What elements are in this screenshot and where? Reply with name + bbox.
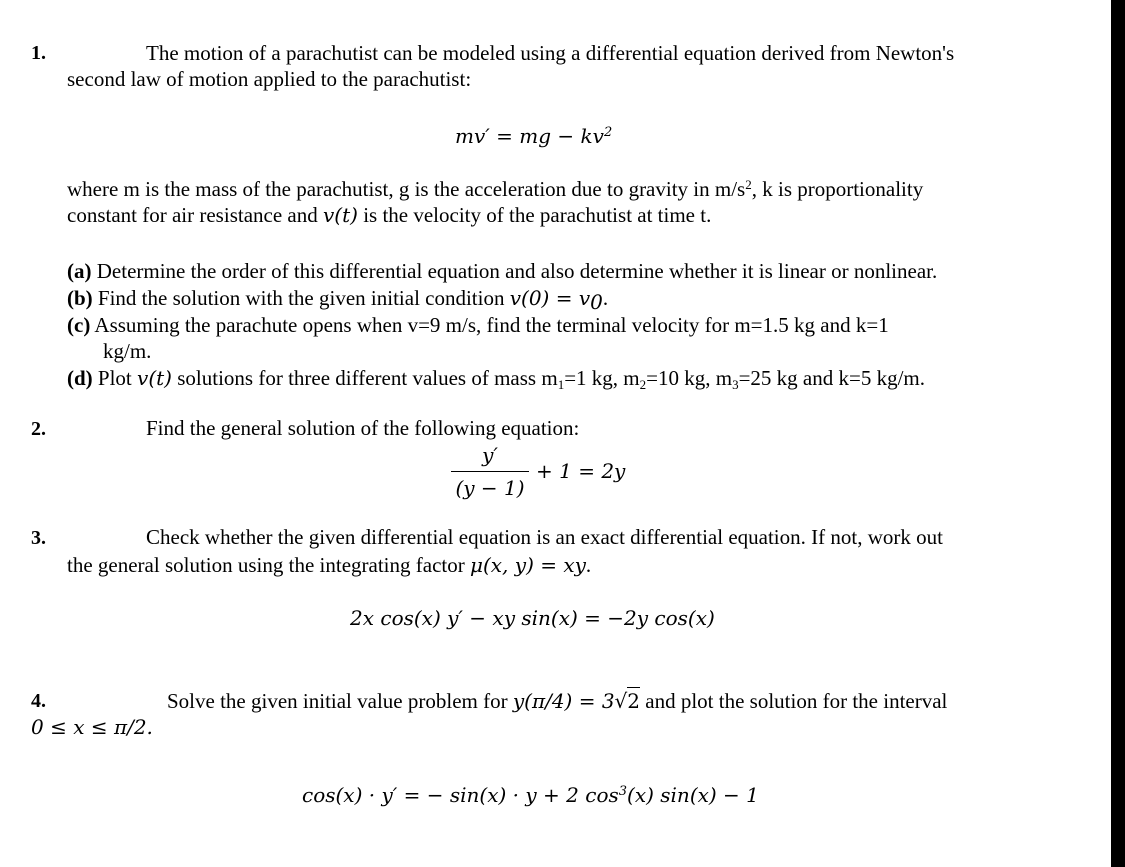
part-b-label: (b): [67, 286, 93, 310]
part-b-tail: .: [602, 286, 609, 310]
part-c-label: (c): [67, 313, 91, 337]
part-d-sub2: 2: [639, 377, 647, 392]
where-line2-text-b: is the velocity of the parachutist at time t.: [357, 203, 712, 227]
fraction-bar: [451, 471, 529, 472]
part-a: [67, 258, 937, 284]
problem-1-number: 1.: [31, 42, 46, 64]
problem-4-intro-a: Solve the given initial value problem for: [167, 689, 513, 713]
problem-2-intro: Find the general solution of the following equation:: [146, 416, 580, 440]
part-b: [67, 285, 609, 314]
problem-1-where-line2: [67, 202, 711, 228]
part-d-text-a: Plot: [97, 366, 138, 390]
part-d-label: (d): [67, 366, 93, 390]
problem-4-interval: 0 ≤ x ≤ π/2.: [31, 715, 153, 739]
part-d-sub3: 3: [732, 377, 739, 392]
problem-3-intro-line1: Check whether the given differential equation is an exact differential equation. If not, work out: [146, 525, 943, 549]
problem-3-intro-math: μ(x, y) = xy: [469, 553, 586, 577]
where-line2-text-a: constant for air resistance and: [67, 203, 323, 227]
problem-2-numerator: y′: [482, 443, 498, 467]
part-c-text: Assuming the parachute opens when v=9 m/s, find the terminal velocity for m=1.5 kg and k=1: [94, 313, 889, 337]
problem-3-intro-line2-a: the general solution using the integrating factor: [67, 553, 470, 577]
part-d-text-c: =1 kg, m: [564, 366, 640, 390]
where-line1-sup: 2: [745, 177, 752, 192]
part-d-text-b: solutions for three different values of mass m: [171, 366, 558, 390]
problem-1-equation-body: mv′ = mg − kv: [455, 124, 604, 148]
problem-4-number: 4.: [31, 690, 46, 712]
problem-1-intro-line2: second law of motion applied to the parachutist:: [67, 67, 472, 91]
where-line2-math: v(t): [322, 203, 358, 227]
part-b-math-sub: 0: [590, 290, 603, 314]
problem-3-number: 3.: [31, 527, 46, 549]
part-c: [67, 312, 889, 338]
problem-4-equation: [302, 783, 759, 807]
problem-4-intro-math: y(π/4) = 3√: [512, 689, 628, 713]
problem-4-equation-body: cos(x) · y′ = − sin(x) · y + 2 cos: [302, 783, 619, 807]
where-line1-text-b: , k is proportionality: [751, 177, 924, 201]
problem-1-equation: [455, 124, 612, 148]
part-c-line2: kg/m.: [103, 339, 152, 363]
problem-4-equation-tail: (x) sin(x) − 1: [627, 783, 759, 807]
part-b-text: Find the solution with the given initial condition: [97, 286, 510, 310]
part-d-text-d: =10 kg, m: [646, 366, 733, 390]
problem-2-denominator: (y − 1): [455, 476, 525, 500]
problem-3-intro-line2: [67, 552, 591, 578]
problem-2-rhs: + 1 = 2y: [536, 459, 626, 483]
part-d-math: v(t): [137, 366, 172, 390]
problem-4-intro: [167, 688, 947, 714]
problem-2-number: 2.: [31, 418, 46, 440]
problem-3-equation: 2x cos(x) y′ − xy sin(x) = −2y cos(x): [350, 606, 715, 630]
where-line1-text-a: where m is the mass of the parachutist, g is the acceleration due to gravity in m/s: [67, 177, 746, 201]
part-b-math: v(0) = v: [509, 286, 591, 310]
problem-3-intro-line2-b: .: [585, 553, 592, 577]
part-a-label: (a): [67, 259, 92, 283]
problem-1-where-line1: [67, 176, 923, 202]
part-d-text-e: =25 kg and k=5 kg/m.: [738, 366, 925, 390]
problem-1-equation-exponent: 2: [603, 125, 613, 140]
problem-1-intro-line1: The motion of a parachutist can be modeled using a differential equation derived from Newton's: [146, 41, 955, 65]
part-a-text: Determine the order of this differential equation and also determine whether it is linear or nonlinear.: [96, 259, 938, 283]
problem-4-intro-sqrt: 2: [627, 689, 641, 713]
part-d-sub1: 1: [557, 377, 565, 392]
problem-4-equation-exp: 3: [618, 784, 628, 799]
problem-4-intro-b: and plot the solution for the interval: [640, 689, 948, 713]
part-d: [67, 365, 925, 391]
